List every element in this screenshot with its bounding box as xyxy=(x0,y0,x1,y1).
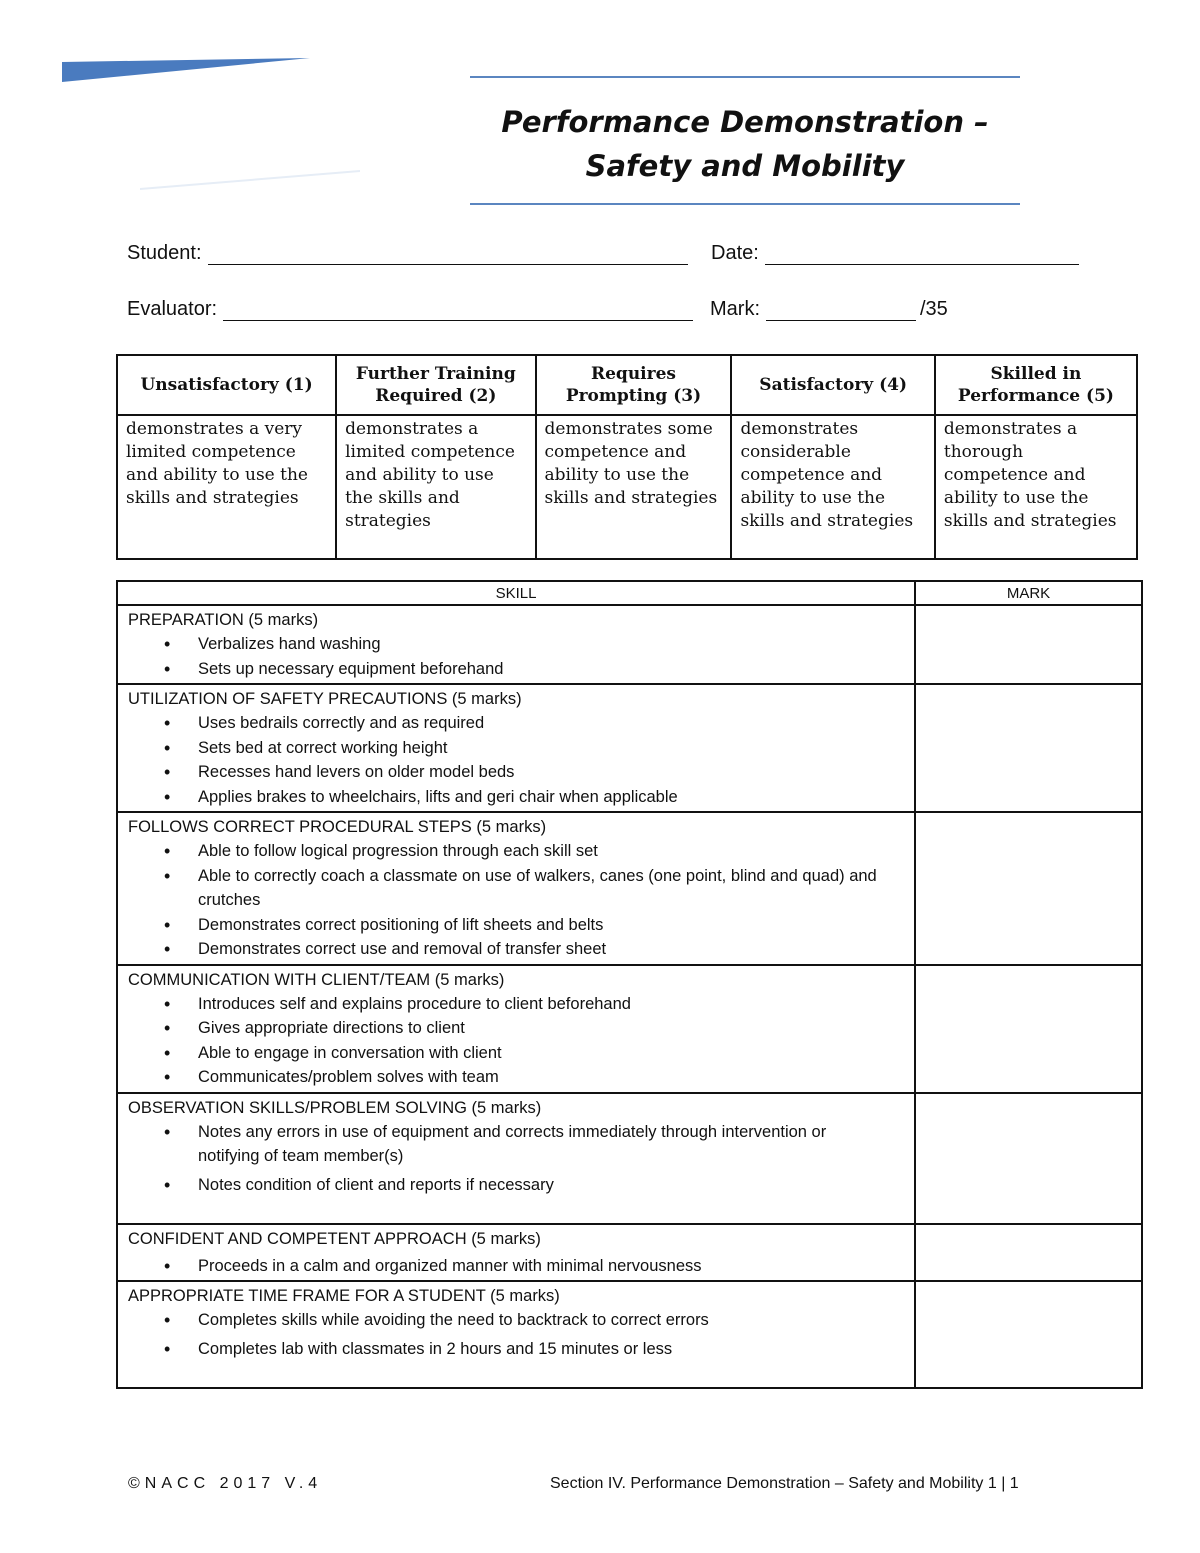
rubric-header: Skilled in Performance (5) xyxy=(935,355,1137,415)
skill-section xyxy=(117,812,915,965)
rubric-table xyxy=(116,354,1138,560)
date-field xyxy=(711,242,1079,265)
skill-section-row xyxy=(117,965,1142,1093)
skill-section xyxy=(117,965,915,1093)
section-heading: FOLLOWS CORRECT PROCEDURAL STEPS (5 marks) xyxy=(128,818,547,836)
logo-stripe xyxy=(62,58,310,82)
section-items xyxy=(128,632,904,681)
rubric-header-row xyxy=(117,355,1137,415)
skill-item: • Sets up necessary equipment beforehand xyxy=(128,657,904,682)
section-heading: PREPARATION (5 marks) xyxy=(128,611,319,629)
skill-item: • Proceeds in a calm and organized manner with minimal nervousness xyxy=(128,1254,904,1279)
footer-section-page: Section IV. Performance Demonstration – Safety and Mobility 1 | 1 xyxy=(550,1475,1019,1492)
section-items xyxy=(128,1254,904,1279)
title-line-2: Safety and Mobility xyxy=(585,149,905,183)
section-items xyxy=(128,1308,904,1361)
rubric-description: demonstrates a very limited competence and ability to use the skills and strategies xyxy=(117,415,336,559)
footer-copyright: ©NACC 2017 V.4 xyxy=(128,1475,323,1492)
evaluator-label: Evaluator: xyxy=(127,298,218,320)
evaluator-field xyxy=(127,298,693,321)
rubric-description: demonstrates some competence and ability to use the skills and strategies xyxy=(536,415,732,559)
mark-cell[interactable] xyxy=(915,1281,1142,1388)
skill-item: • Recesses hand levers on older model beds xyxy=(128,760,904,785)
title-line-1: Performance Demonstration – xyxy=(501,105,989,139)
title-rule-bottom xyxy=(470,203,1020,205)
skill-section xyxy=(117,605,915,684)
rubric-description: demonstrates considerable competence and ability to use the skills and strategies xyxy=(731,415,934,559)
rubric-description: demonstrates a thorough competence and ability to use the skills and strategies xyxy=(935,415,1137,559)
section-items xyxy=(128,1120,904,1198)
student-input-line[interactable] xyxy=(208,244,688,265)
page-title xyxy=(470,100,1020,188)
skills-header-row xyxy=(117,581,1142,605)
skill-item: • Sets bed at correct working height xyxy=(128,736,904,761)
skill-section-row xyxy=(117,684,1142,812)
skill-item: • Uses bedrails correctly and as required xyxy=(128,711,904,736)
mark-label: Mark: xyxy=(710,298,760,320)
mark-total: /35 xyxy=(920,298,948,320)
student-field xyxy=(127,242,688,265)
mark-cell[interactable] xyxy=(915,965,1142,1093)
skill-section xyxy=(117,1281,915,1388)
skill-item: • Notes condition of client and reports if necessary xyxy=(128,1173,904,1198)
rubric-header: Further Training Required (2) xyxy=(336,355,535,415)
skill-item: • Demonstrates correct use and removal of transfer sheet xyxy=(128,937,904,962)
skill-item: • Able to engage in conversation with client xyxy=(128,1041,904,1066)
skill-section xyxy=(117,1093,915,1224)
skill-item: • Notes any errors in use of equipment and corrects immediately through intervention or notifying of team member(s) xyxy=(128,1120,904,1169)
skill-item: • Able to correctly coach a classmate on use of walkers, canes (one point, blind and quad) and crutches xyxy=(128,864,904,913)
skill-section-row xyxy=(117,1224,1142,1282)
rubric-header: Satisfactory (4) xyxy=(731,355,934,415)
skill-column-header: SKILL xyxy=(117,581,915,605)
mark-cell[interactable] xyxy=(915,684,1142,812)
skill-item: • Communicates/problem solves with team xyxy=(128,1065,904,1090)
mark-cell[interactable] xyxy=(915,1093,1142,1224)
mark-field xyxy=(710,298,948,321)
rubric-header: Unsatisfactory (1) xyxy=(117,355,336,415)
skill-item: • Gives appropriate directions to client xyxy=(128,1016,904,1041)
skill-item: • Verbalizes hand washing xyxy=(128,632,904,657)
mark-cell[interactable] xyxy=(915,1224,1142,1282)
section-heading: OBSERVATION SKILLS/PROBLEM SOLVING (5 marks) xyxy=(128,1098,542,1117)
section-heading: CONFIDENT AND COMPETENT APPROACH (5 marks) xyxy=(128,1229,541,1248)
skill-section-row xyxy=(117,605,1142,684)
skill-item: • Completes lab with classmates in 2 hours and 15 minutes or less xyxy=(128,1337,904,1362)
section-heading: APPROPRIATE TIME FRAME FOR A STUDENT (5 marks) xyxy=(128,1287,560,1305)
skill-item: • Demonstrates correct positioning of lift sheets and belts xyxy=(128,913,904,938)
skill-section-row xyxy=(117,1093,1142,1224)
student-label: Student: xyxy=(127,242,202,264)
section-heading: UTILIZATION OF SAFETY PRECAUTIONS (5 marks) xyxy=(128,690,522,708)
skill-item: • Introduces self and explains procedure to client beforehand xyxy=(128,992,904,1017)
section-items xyxy=(128,839,904,962)
section-heading: COMMUNICATION WITH CLIENT/TEAM (5 marks) xyxy=(128,970,505,989)
skill-item: • Applies brakes to wheelchairs, lifts and geri chair when applicable xyxy=(128,785,904,810)
rubric-description: demonstrates a limited competence and ability to use the skills and strategies xyxy=(336,415,535,559)
skills-table xyxy=(116,580,1143,1389)
skill-section xyxy=(117,1224,915,1282)
mark-cell[interactable] xyxy=(915,605,1142,684)
mark-column-header: MARK xyxy=(915,581,1142,605)
skill-section-row xyxy=(117,812,1142,965)
evaluator-input-line[interactable] xyxy=(223,300,693,321)
date-label: Date: xyxy=(711,242,759,264)
date-input-line[interactable] xyxy=(765,244,1079,265)
rubric-description-row xyxy=(117,415,1137,559)
mark-input-line[interactable] xyxy=(766,300,916,321)
skill-item: • Completes skills while avoiding the need to backtrack to correct errors xyxy=(128,1308,904,1333)
title-rule-top xyxy=(470,76,1020,78)
rubric-header: Requires Prompting (3) xyxy=(536,355,732,415)
skill-section xyxy=(117,684,915,812)
logo-faint-stripe xyxy=(140,160,360,190)
skill-item: • Able to follow logical progression through each skill set xyxy=(128,839,904,864)
skill-section-row xyxy=(117,1281,1142,1388)
mark-cell[interactable] xyxy=(915,812,1142,965)
section-items xyxy=(128,711,904,809)
section-items xyxy=(128,992,904,1090)
